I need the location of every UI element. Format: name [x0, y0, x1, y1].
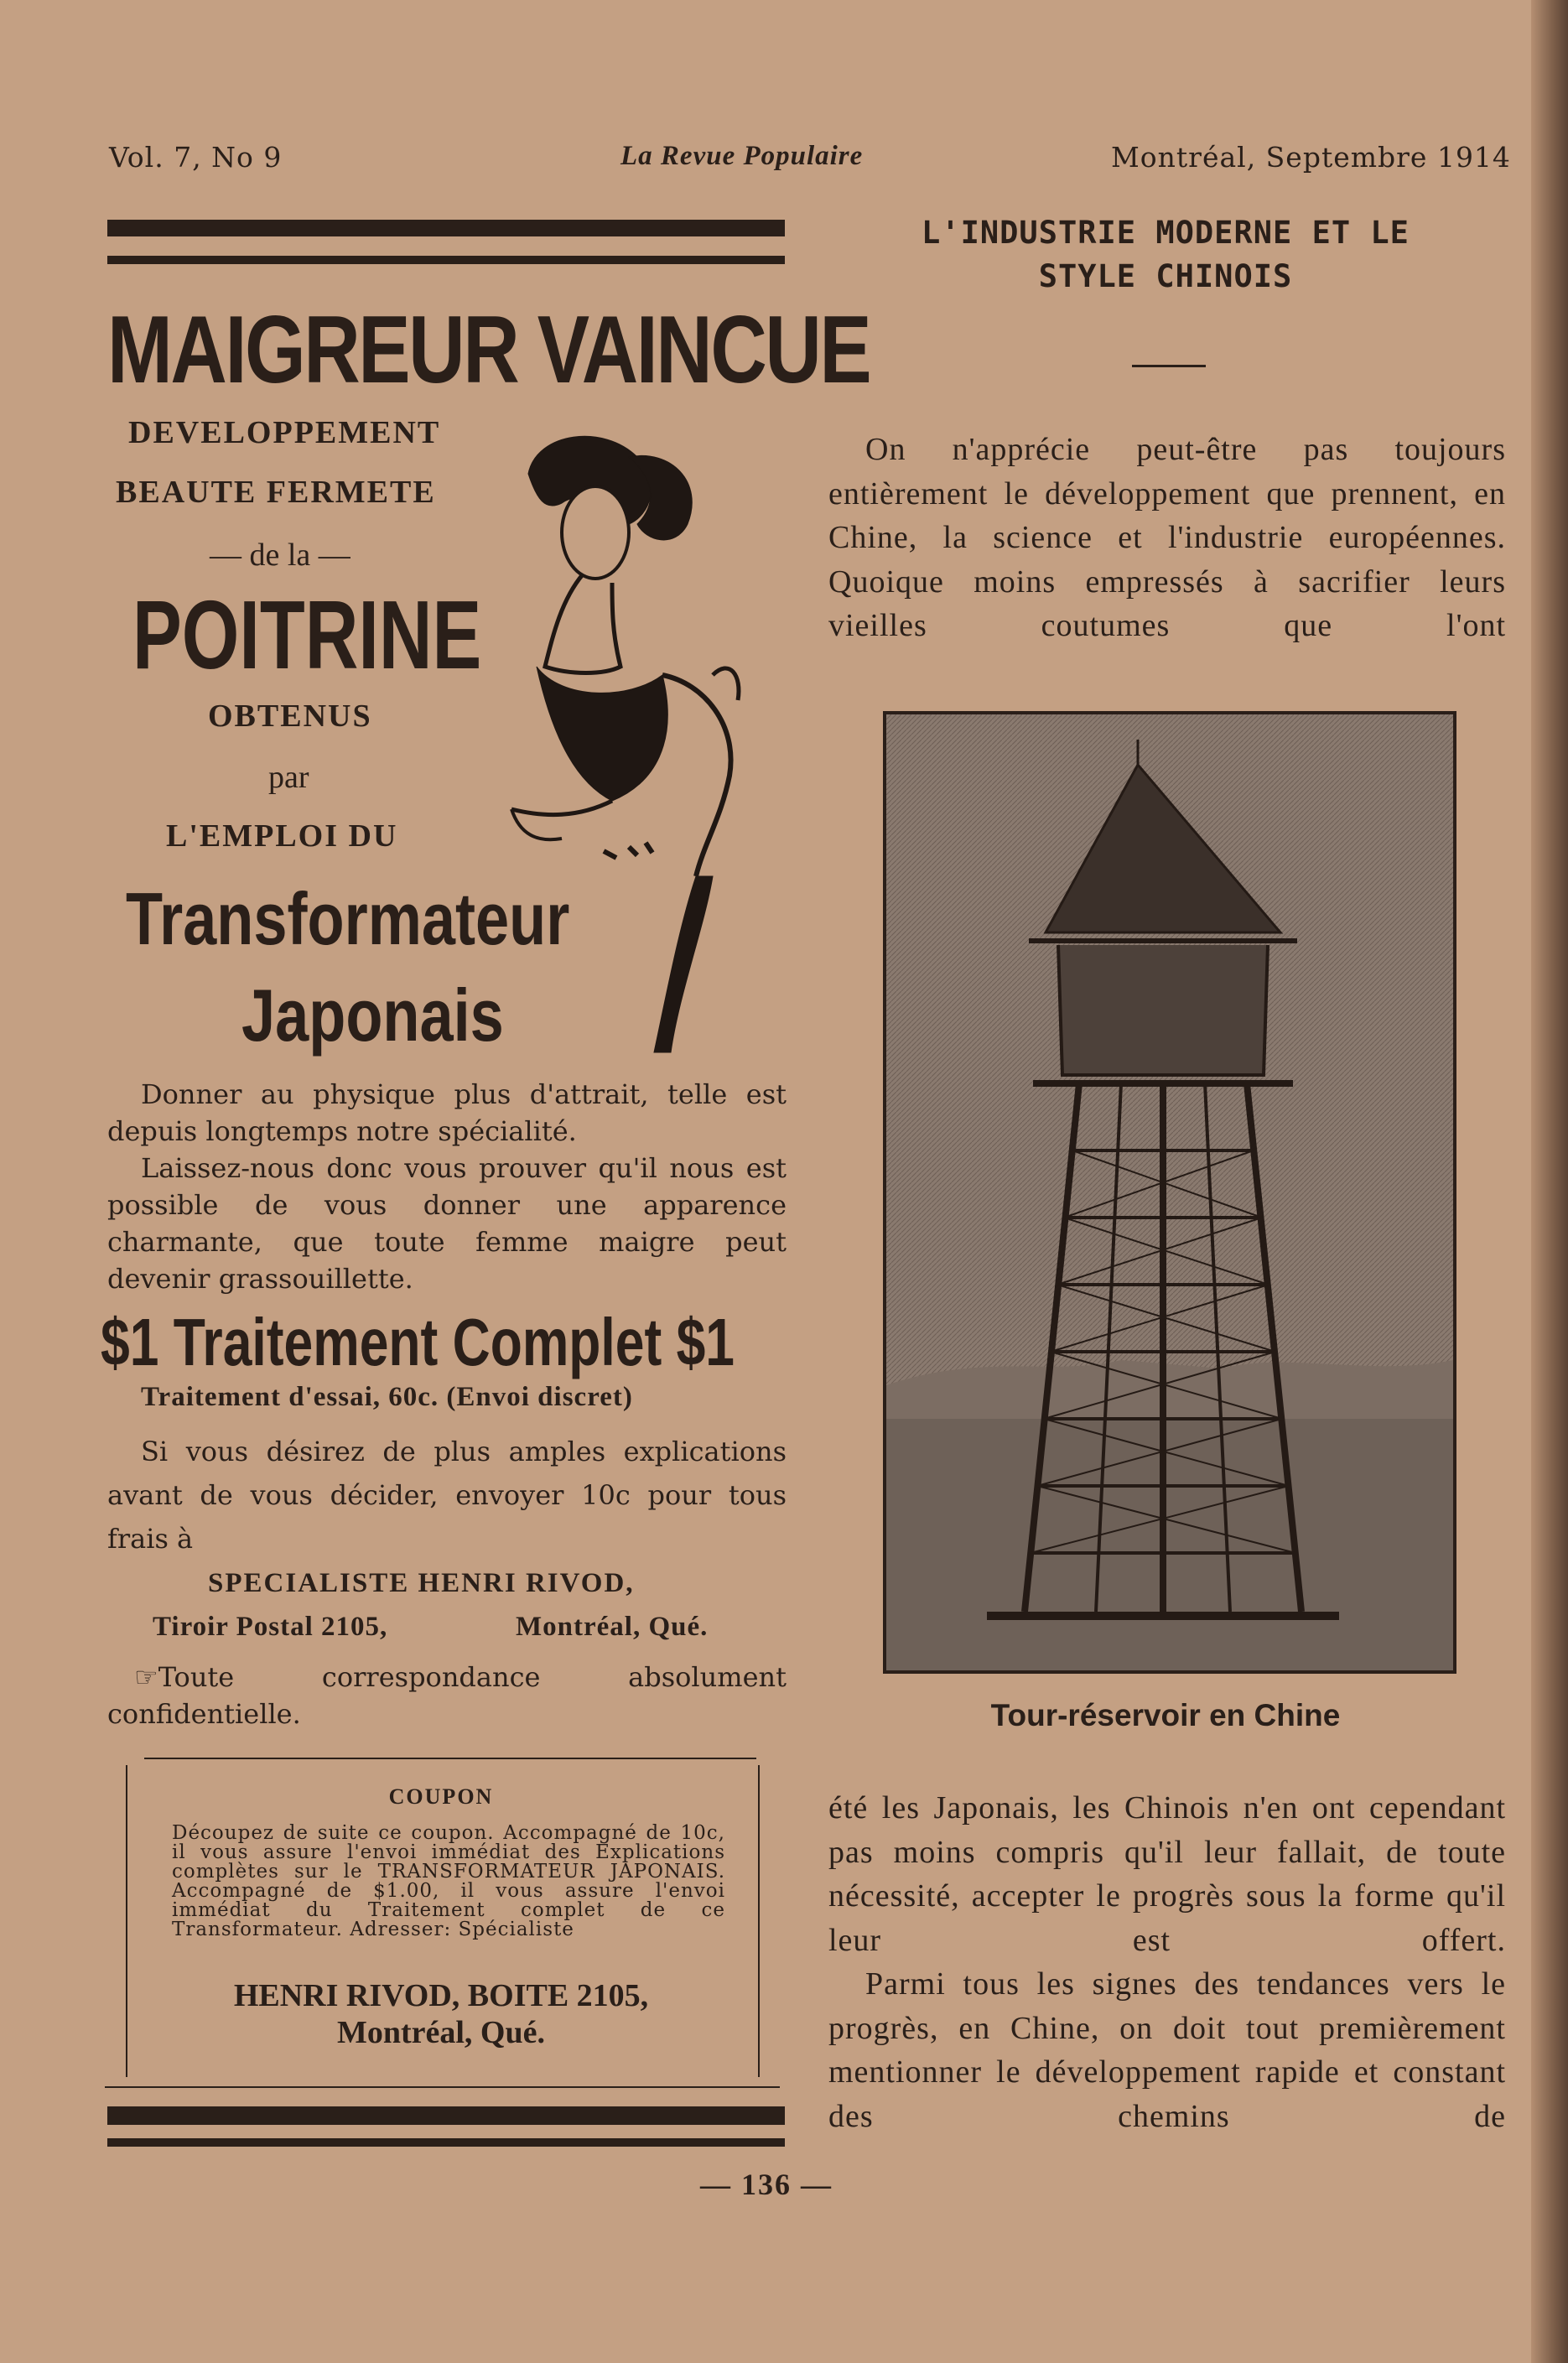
ad-note-text: ☞Toute correspondance absolument confidentielle. — [107, 1661, 787, 1730]
coupon-heading: COUPON — [388, 1784, 494, 1809]
photo-caption: Tour-réservoir en Chine — [990, 1698, 1341, 1732]
ad-line-de-la: — de la — — [210, 538, 350, 573]
ad-bottom-rule-thin — [107, 2138, 785, 2147]
ad-paragraph-2-text: Laissez-nous donc vous prouver qu'il nous est possible de vous donner une apparence charmante, que toute femme maigre peut devenir grassouillette. — [107, 1152, 787, 1295]
article-paragraph-3-text: Parmi tous les signes des tendances vers le progrès, en Chine, on doit tout premièrement mentionner le développement rapide et constant des chemins de — [828, 1966, 1506, 2134]
article-paragraph-3 — [828, 1962, 1506, 2138]
coupon-top-rule — [144, 1758, 756, 1759]
ad-top-rule — [107, 220, 785, 236]
header-volume: Vol. 7, No 9 — [109, 141, 283, 174]
ad-line-obtenus: OBTENUS — [208, 699, 372, 734]
ad-bottom-rule — [107, 2106, 785, 2125]
ad-line-developpement: DEVELOPPEMENT — [128, 415, 441, 450]
water-tower-illustration — [886, 714, 1453, 1670]
ad-paragraph-1-text: Donner au physique plus d'attrait, telle est depuis longtemps notre spécialité. — [107, 1078, 787, 1147]
header-date: Montréal, Septembre 1914 — [1111, 141, 1511, 174]
article-paragraph-2-text: été les Japonais, les Chinois n'en ont cependant pas moins compris qu'il leur fallait, de toute nécessité, accepter le progrès sous la forme qu'il leur est offert. — [828, 1790, 1506, 1958]
ad-line-emploi: L'EMPLOI DU — [166, 818, 398, 854]
page-edge — [1531, 0, 1568, 2363]
ad-product-japonais: Japonais — [241, 974, 504, 1057]
ad-product-transformateur: Transformateur — [126, 877, 570, 960]
ad-address-box: Tiroir Postal 2105, — [153, 1612, 388, 1642]
ad-price: $1 Traitement Complet $1 — [101, 1305, 735, 1379]
ad-poitrine: POITRINE — [132, 580, 482, 689]
article-title-rule — [1132, 365, 1206, 367]
ad-specialist: SPECIALISTE HENRI RIVOD, — [208, 1568, 635, 1598]
article-title-line-2: STYLE CHINOIS — [1038, 258, 1293, 294]
coupon-name — [126, 1977, 756, 2051]
coupon-name-line-2: Montréal, Qué. — [336, 2015, 545, 2050]
ad-line-beaute: BEAUTE FERMETE — [116, 475, 436, 510]
ad-trial: Traitement d'essai, 60c. (Envoi discret) — [141, 1382, 633, 1412]
ad-paragraph-2 — [107, 1150, 787, 1297]
coupon-text: Découpez de suite ce coupon. Accompagné de 10c, il vous assure l'envoi immédiat des Explications complètes sur le TRANSFORMATEUR JAPONAIS. Accompagné de $1.00, il vous assure l'envoi immédiat du Traitement complet de ce Transformateur. Adresser: Spécialiste — [172, 1822, 725, 1940]
article-paragraph-1 — [828, 428, 1506, 648]
ad-paragraph-1 — [107, 1076, 787, 1150]
coupon-bottom-rule — [105, 2086, 780, 2088]
article-title — [826, 211, 1505, 299]
ad-paragraph-3-text: Si vous désirez de plus amples explications avant de vous décider, envoyer 10c pour tous frais à — [107, 1436, 787, 1555]
page-number: — 136 — — [700, 2168, 833, 2201]
ad-line-par: par — [268, 760, 309, 795]
article-paragraph-1-text: On n'apprécie peut-être pas toujours entièrement le développement que prennent, en Chine, la science et l'industrie européennes. Quoique moins empressés à sacrifier leurs vieilles coutumes que l'ont — [828, 432, 1506, 643]
ad-note — [107, 1659, 787, 1732]
article-paragraph-2 — [828, 1786, 1506, 1962]
article-title-line-1: L'INDUSTRIE MODERNE ET LE — [922, 215, 1410, 251]
woman-illustration — [503, 423, 788, 1061]
coupon-name-line-1: HENRI RIVOD, BOITE 2105, — [233, 1978, 649, 2013]
ad-top-rule-thin — [107, 256, 785, 264]
ad-address-city: Montréal, Qué. — [516, 1612, 709, 1642]
ad-title: MAIGREUR VAINCUE — [107, 297, 870, 403]
water-tower-photo — [883, 711, 1456, 1674]
header-magazine: La Revue Populaire — [620, 141, 864, 171]
ad-paragraph-3 — [107, 1430, 787, 1561]
